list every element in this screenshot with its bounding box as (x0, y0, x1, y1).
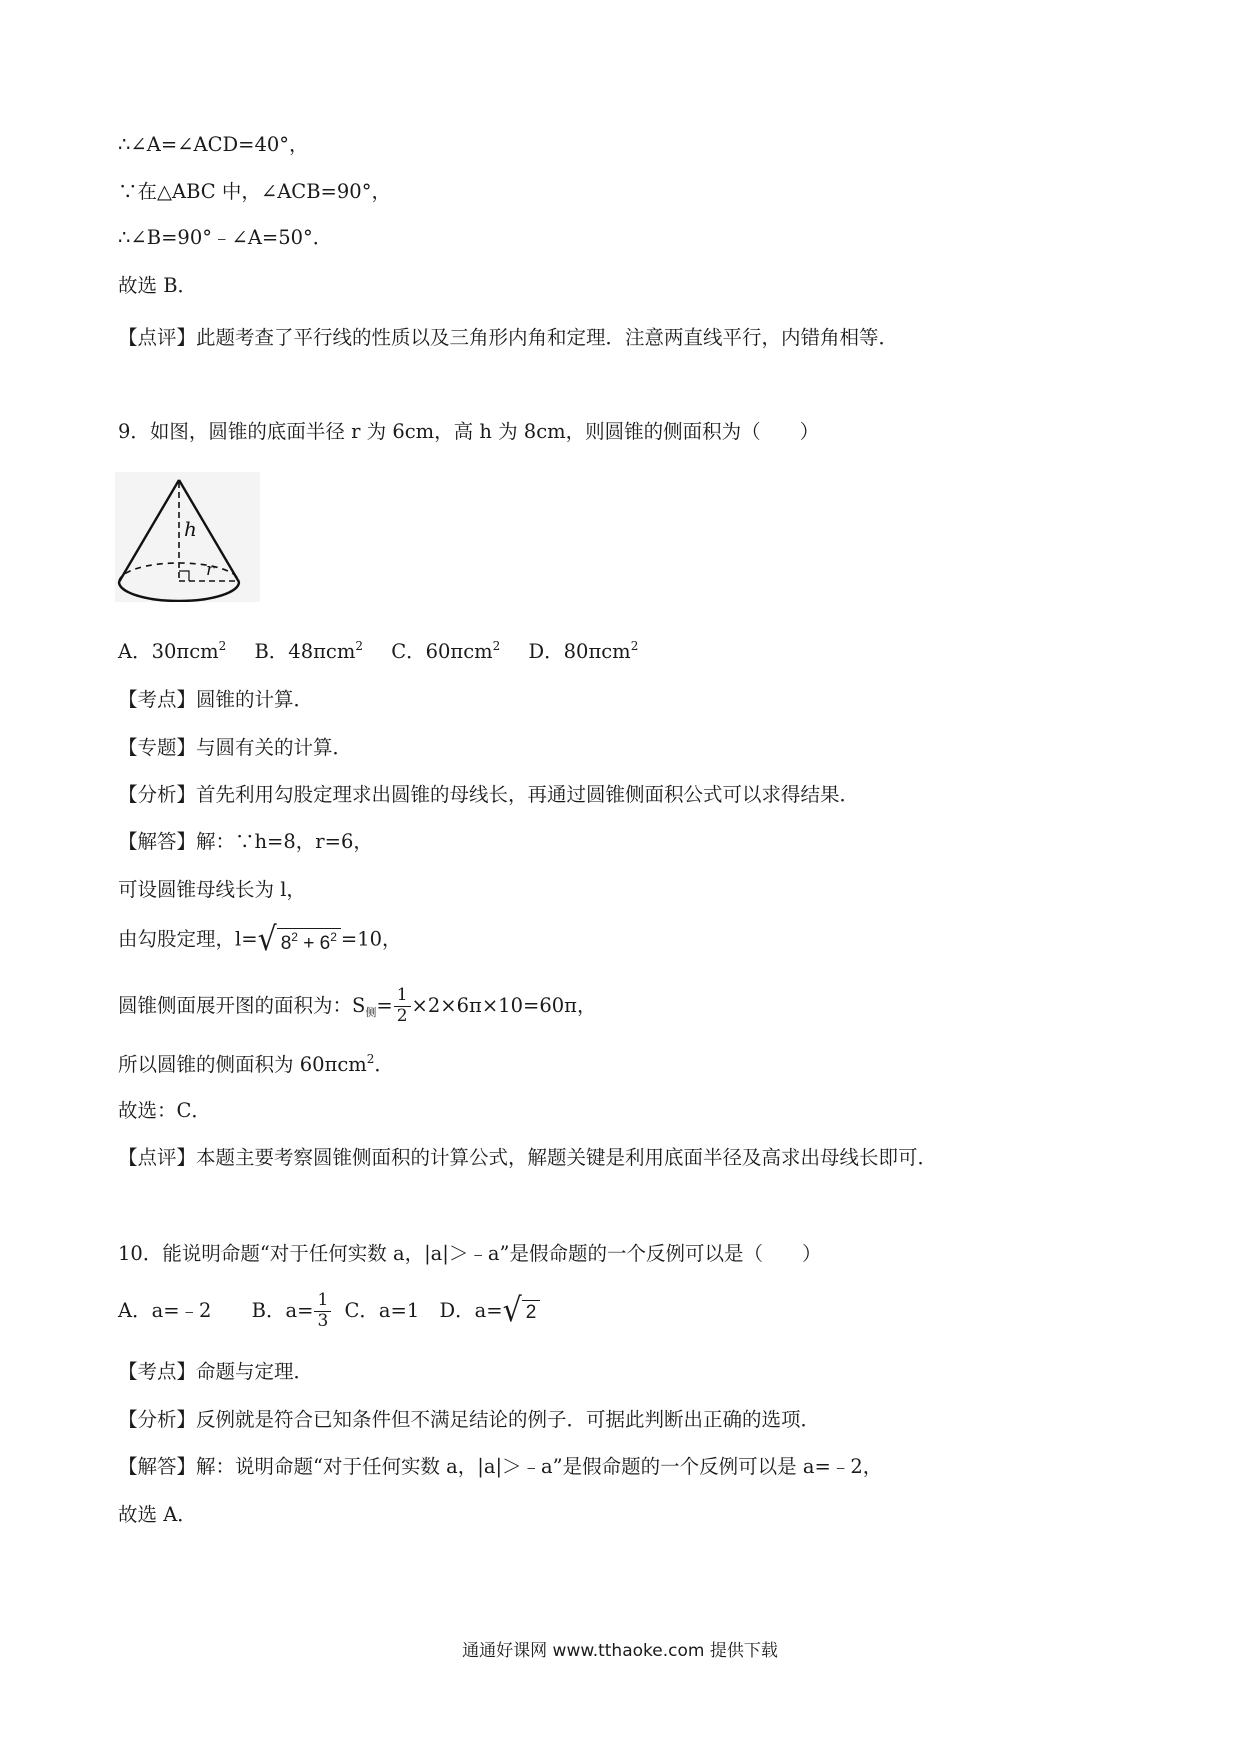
comment-line: 【点评】本题主要考察圆锥侧面积的计算公式，解题关键是利用底面半径及高求出母线长即可． (118, 1146, 938, 1169)
area-line: 圆锥侧面展开图的面积为：$S_侧=$ $\frac{1}{2}$ ×2×6π×10=60π， (118, 985, 597, 1026)
option-d: D．80πcm$^2$ (528, 639, 639, 663)
question-10-options (118, 1292, 540, 1331)
fraction-one-third: $\frac{1}{3}$ (314, 1292, 331, 1331)
option-c: C．60πcm$^2$ (391, 639, 501, 663)
option-b: B．48πcm$^2$ (254, 639, 363, 663)
answer-line: 故选 B． (118, 274, 198, 297)
footer-source: 通通好课网 www.tthaoke.com 提供下载 (462, 1641, 778, 1661)
solution-line: ∴∠A=∠ACD=40°， (118, 133, 309, 156)
sqrt-two: √ 2 (503, 1296, 541, 1326)
question-10-stem: 10．能说明命题“对于任何实数 a，|a|＞﹣a”是假命题的一个反例可以是（ ） (118, 1242, 822, 1265)
option-a: A．30πcm$^2$ (118, 639, 227, 663)
solution-start: 【解答】解：∵h=8，r=6， (118, 830, 373, 853)
knowledge-point: 【考点】圆锥的计算． (118, 688, 314, 711)
radius-label: r (206, 560, 215, 580)
option-a: A．a=﹣2 (118, 1298, 212, 1322)
option-c: C．a=1 (344, 1298, 420, 1322)
conclusion-line: 所以圆锥的侧面积为 60πcm$^2$． (118, 1052, 394, 1076)
cone-figure (115, 472, 260, 602)
question-9-options (118, 640, 638, 662)
option-d: D．a=√ 2 (440, 1299, 541, 1322)
solution-line: ∵在△ABC 中，∠ACB=90°， (118, 180, 391, 203)
height-label: h (184, 517, 197, 541)
knowledge-point: 【考点】命题与定理． (118, 1360, 314, 1383)
pythagoras-line: 由勾股定理，l=√ $8^2 + 6^2 =10$， (118, 920, 402, 959)
comment-line: 【点评】此题考查了平行线的性质以及三角形内角和定理．注意两直线平行，内错角相等． (118, 326, 899, 349)
solution-line: 可设圆锥母线长为 l， (118, 878, 306, 901)
topic: 【专题】与圆有关的计算． (118, 736, 353, 759)
analysis: 【分析】首先利用勾股定理求出圆锥的母线长，再通过圆锥侧面积公式可以求得结果． (118, 783, 860, 806)
question-9-stem: 9．如图，圆锥的底面半径 r 为 6cm，高 h 为 8cm，则圆锥的侧面积为（ ） (118, 420, 820, 443)
analysis: 【分析】反例就是符合已知条件但不满足结论的例子．可据此判断出正确的选项． (118, 1408, 821, 1431)
solution-line: 【解答】解：说明命题“对于任何实数 a，|a|＞﹣a”是假命题的一个反例可以是 a=﹣2， (118, 1455, 883, 1478)
option-b: B．a= $\frac{1}{3}$ (252, 1299, 333, 1322)
fraction-one-half: $\frac{1}{2}$ (394, 987, 411, 1026)
answer-line: 故选 A． (118, 1503, 197, 1526)
solution-line: ∴∠B=90°﹣∠A=50°． (118, 226, 333, 249)
sqrt-expression: √ $8^2 + 6^2$ (258, 925, 341, 955)
answer-line: 故选：C． (118, 1099, 211, 1122)
